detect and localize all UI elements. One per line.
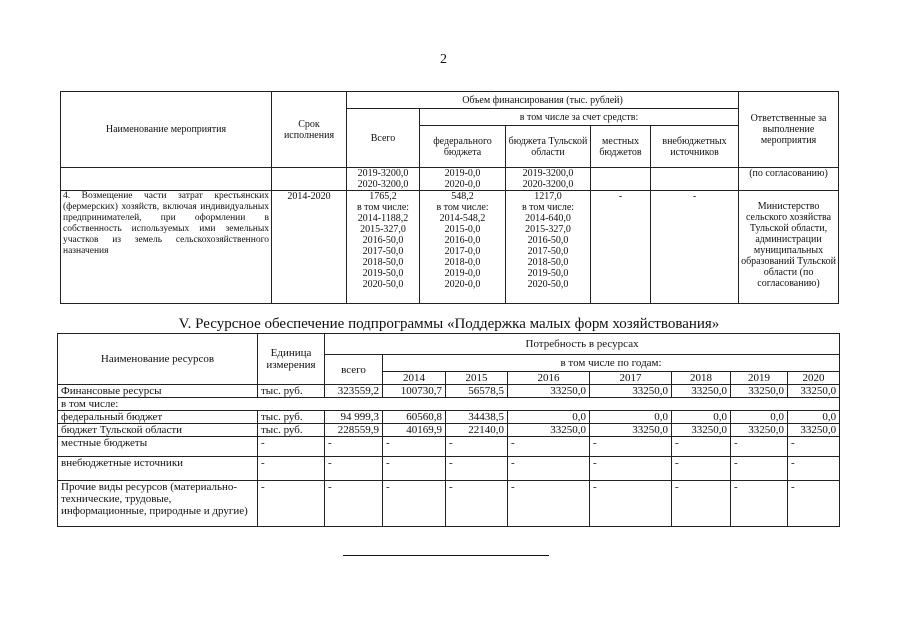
row-year-value: 60560,8 bbox=[383, 411, 446, 424]
row-year-value: - bbox=[446, 481, 508, 527]
row-year-value: 0,0 bbox=[672, 411, 731, 424]
header-unit: Единица измерения bbox=[258, 334, 325, 385]
value-line: 2014-640,0 bbox=[525, 213, 571, 224]
header-responsible: Ответственные за выполнение мероприятия bbox=[739, 92, 839, 168]
row-year-value: - bbox=[590, 437, 672, 457]
row-year-value: 0,0 bbox=[590, 411, 672, 424]
value-line: 2016-50,0 bbox=[527, 235, 569, 246]
value-line: в том числе: bbox=[521, 202, 575, 213]
table-row bbox=[58, 411, 840, 424]
row-total: - bbox=[325, 457, 383, 481]
row-year-value: - bbox=[508, 457, 590, 481]
row-year-value: - bbox=[672, 457, 731, 481]
row-year-value: - bbox=[446, 437, 508, 457]
row4-tula bbox=[506, 191, 591, 304]
row-year-value: 56578,5 bbox=[446, 385, 508, 398]
value-line: 2020-0,0 bbox=[444, 279, 481, 290]
row-year-value: 33250,0 bbox=[788, 385, 840, 398]
header-year: 2016 bbox=[508, 372, 590, 385]
row-year-value: 0,0 bbox=[731, 411, 788, 424]
row-year-value: 33250,0 bbox=[590, 424, 672, 437]
carry-tula bbox=[506, 168, 591, 191]
value-line: 2017-0,0 bbox=[444, 246, 481, 257]
header-resource-name: Наименование ресурсов bbox=[58, 334, 258, 385]
value-line: 2019-50,0 bbox=[527, 268, 569, 279]
table-row bbox=[58, 457, 840, 481]
carry-responsible: (по согласованию) bbox=[739, 168, 839, 191]
row4-extra: - bbox=[651, 191, 739, 304]
row-total: 323559,2 bbox=[325, 385, 383, 398]
row-year-value: 0,0 bbox=[508, 411, 590, 424]
carry-total bbox=[347, 168, 420, 191]
row4-local: - bbox=[591, 191, 651, 304]
row-unit: тыс. руб. bbox=[258, 411, 325, 424]
row-year-value: 33250,0 bbox=[731, 385, 788, 398]
table-row bbox=[61, 191, 839, 304]
row-year-value: 40169,9 bbox=[383, 424, 446, 437]
row-unit: тыс. руб. bbox=[258, 385, 325, 398]
header-including: в том числе за счет средств: bbox=[420, 109, 739, 126]
row4-total bbox=[347, 191, 420, 304]
value-line: 2019-0,0 bbox=[444, 168, 481, 179]
row-label: федеральный бюджет bbox=[58, 411, 258, 424]
row-total: - bbox=[325, 481, 383, 527]
value-line: 2019-3200,0 bbox=[522, 168, 574, 179]
funding-table bbox=[60, 91, 839, 304]
row-year-value: 22140,0 bbox=[446, 424, 508, 437]
table-row bbox=[58, 437, 840, 457]
value-line: 2016-50,0 bbox=[362, 235, 404, 246]
row4-responsible: Министерство сельского хозяйства Тульской области, администрации муниципальных образований Тульской области (по согласованию) bbox=[739, 191, 839, 304]
value-line: в том числе: bbox=[436, 202, 489, 213]
row-year-value: 34438,5 bbox=[446, 411, 508, 424]
header-federal: федерального бюджета bbox=[420, 126, 506, 168]
value-line: 2015-327,0 bbox=[525, 224, 571, 235]
header-total: всего bbox=[325, 355, 383, 385]
table-row bbox=[58, 385, 840, 398]
row-total: 94 999,3 bbox=[325, 411, 383, 424]
row-year-value: - bbox=[731, 437, 788, 457]
row-label: внебюджетные источники bbox=[58, 457, 258, 481]
row-label: Прочие виды ресурсов (материально-технические, трудовые, информационные, природные и другие) bbox=[58, 481, 258, 527]
row-year-value: - bbox=[446, 457, 508, 481]
value-line: 2015-0,0 bbox=[444, 224, 481, 235]
header-year: 2018 bbox=[672, 372, 731, 385]
row-total: - bbox=[325, 437, 383, 457]
row-year-value: 33250,0 bbox=[508, 385, 590, 398]
value-line: 2018-50,0 bbox=[527, 257, 569, 268]
header-by-years: в том числе по годам: bbox=[383, 355, 840, 372]
value-line: 2017-50,0 bbox=[527, 246, 569, 257]
header-year: 2017 bbox=[590, 372, 672, 385]
row-year-value: - bbox=[788, 437, 840, 457]
header-year: 2019 bbox=[731, 372, 788, 385]
closing-rule bbox=[343, 555, 549, 556]
value-line: 2019-3200,0 bbox=[357, 168, 409, 179]
value-line: 2017-50,0 bbox=[362, 246, 404, 257]
row-year-value: - bbox=[383, 481, 446, 527]
row-year-value: - bbox=[672, 481, 731, 527]
value-line: 2020-3200,0 bbox=[357, 179, 409, 190]
table-row bbox=[58, 398, 840, 411]
row-year-value: - bbox=[788, 481, 840, 527]
row-year-value: - bbox=[508, 481, 590, 527]
header-year: 2015 bbox=[446, 372, 508, 385]
row-year-value: - bbox=[731, 457, 788, 481]
value-line: 2019-0,0 bbox=[444, 268, 481, 279]
row-year-value: 33250,0 bbox=[788, 424, 840, 437]
value-line: 2015-327,0 bbox=[360, 224, 406, 235]
table-row bbox=[58, 481, 840, 527]
header-extra: внебюджетных источников bbox=[651, 126, 739, 168]
header-year: 2014 bbox=[383, 372, 446, 385]
row-year-value: - bbox=[672, 437, 731, 457]
row-total: 228559,9 bbox=[325, 424, 383, 437]
header-tula: бюджета Тульской области bbox=[506, 126, 591, 168]
value-line: 2014-548,2 bbox=[439, 213, 486, 224]
row-year-value: - bbox=[383, 457, 446, 481]
resources-table bbox=[57, 333, 840, 527]
row-year-value: - bbox=[590, 457, 672, 481]
value-line: 2019-50,0 bbox=[362, 268, 404, 279]
row-label: Финансовые ресурсы bbox=[58, 385, 258, 398]
value-line: 2020-50,0 bbox=[527, 279, 569, 290]
row-unit: - bbox=[258, 437, 325, 457]
row-year-value: 100730,7 bbox=[383, 385, 446, 398]
value-line: 1217,0 bbox=[534, 191, 562, 202]
row-year-value: 33250,0 bbox=[590, 385, 672, 398]
carry-federal bbox=[420, 168, 506, 191]
value-line: 2018-50,0 bbox=[362, 257, 404, 268]
row4-name: 4. Возмещение части затрат крестьянских (фермерских) хозяйств, включая индивидуальных предпринимателей, при оформлении в собственность используемых ими земельных участков из земель сельскохозяйственного назначения bbox=[61, 191, 272, 304]
row-year-value: - bbox=[508, 437, 590, 457]
row-year-value: - bbox=[383, 437, 446, 457]
header-need: Потребность в ресурсах bbox=[325, 334, 840, 355]
table-row bbox=[61, 168, 839, 191]
row-year-value: - bbox=[731, 481, 788, 527]
value-line: 1765,2 bbox=[369, 191, 397, 202]
header-local: местных бюджетов bbox=[591, 126, 651, 168]
page-number: 2 bbox=[440, 52, 447, 67]
row-unit: - bbox=[258, 481, 325, 527]
row-year-value: 33250,0 bbox=[508, 424, 590, 437]
header-term: Срок исполнения bbox=[272, 92, 347, 168]
row-year-value: - bbox=[788, 457, 840, 481]
value-line: 548,2 bbox=[451, 191, 474, 202]
value-line: 2018-0,0 bbox=[444, 257, 481, 268]
value-line: 2020-3200,0 bbox=[522, 179, 574, 190]
value-line: 2020-50,0 bbox=[362, 279, 404, 290]
row-year-value: - bbox=[590, 481, 672, 527]
row-year-value: 33250,0 bbox=[672, 385, 731, 398]
value-line: 2014-1188,2 bbox=[357, 213, 409, 224]
row-year-value: 0,0 bbox=[788, 411, 840, 424]
row-label: в том числе: bbox=[58, 398, 840, 411]
row-year-value: 33250,0 bbox=[731, 424, 788, 437]
row4-federal bbox=[420, 191, 506, 304]
header-funding: Объем финансирования (тыс. рублей) bbox=[347, 92, 739, 109]
table-row bbox=[58, 424, 840, 437]
row-unit: тыс. руб. bbox=[258, 424, 325, 437]
value-line: 2020-0,0 bbox=[444, 179, 481, 190]
row-label: бюджет Тульской области bbox=[58, 424, 258, 437]
row-year-value: 33250,0 bbox=[672, 424, 731, 437]
row-label: местные бюджеты bbox=[58, 437, 258, 457]
header-year: 2020 bbox=[788, 372, 840, 385]
value-line: 2016-0,0 bbox=[444, 235, 481, 246]
value-line: в том числе: bbox=[356, 202, 410, 213]
header-total: Всего bbox=[347, 109, 420, 168]
section-title: V. Ресурсное обеспечение подпрограммы «Поддержка малых форм хозяйствования» bbox=[178, 316, 720, 332]
row4-term: 2014-2020 bbox=[272, 191, 347, 304]
row-unit: - bbox=[258, 457, 325, 481]
header-name: Наименование мероприятия bbox=[61, 92, 272, 168]
